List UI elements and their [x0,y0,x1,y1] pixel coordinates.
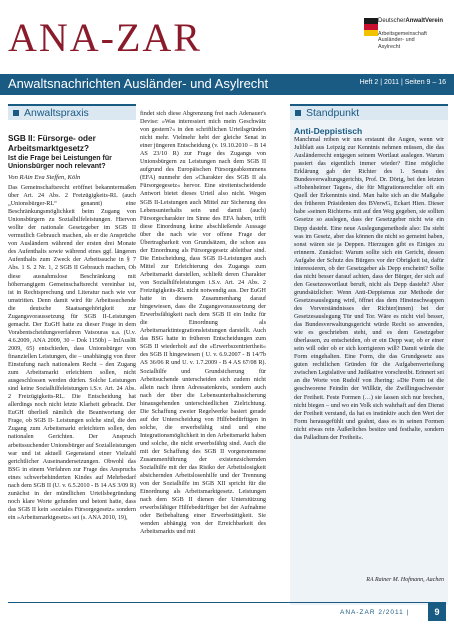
article-author: Von RAin Eva Steffen, Köln [8,174,81,181]
section-label-anwaltspraxis: Anwaltspraxis [8,104,136,120]
issue-info: Heft 2 | 2011 | Seiten 9 – 16 [359,79,446,86]
standpunkt-signature: RA Rainer M. Hofmann, Aachen [366,577,444,583]
standpunkt-title: Anti-Deppistisch [294,126,363,136]
footer-rule [8,602,446,603]
article-subhead: Ist die Frage bei Leistungen für Unionsbürger noch relevant? [8,155,112,171]
dav-logo [364,18,448,62]
article-column-2: findet sich diese Abgrenzung frei nach Adenauer's Devise: »Was interessiert mich mein Geschwätz von gestern?« in den schriftlichen Urteilsgründen nicht mehr. Vielmehr hebt der gleiche Senat in einer jüngeren Entscheidung (v. 19.10.2010 – B 14 AS 23/10 R) zur Frage des Zugangs von Unionsbürgern zu Leistungen nach dem SGB II aufgrund des Europäischen Fürsorgeabkommens (EFA) nunmehr den »Charakter des SGB II als Fürsorgegesetz« hervor. Eine streitentscheidende Antwort bietet dieses Urteil also nicht. Wegen SGB II-Leistungen auch Mittel zur Sicherung des Lebensunterhalts sein und damit (auch) Fürsorgecharakter im Sinne des EFA haben, trifft diese Einordnung keine abschließende Aussage über die nach wie vor offene Frage der Übertragbarkeit von Grundsätzen, die schon aus der Einordnung als Fürsorgegesetz ableitbar sind. Die Entscheidung, dass SGB II-Leistungen auch Mittel zur Erleichterung des Zugangs zum Arbeitsmarkt darstellen, schließt deren Charakter von Sozialhilfeleistungen i.S.v. Art. 24 Abs. 2 Freizügigkeits-RL nicht notwendig aus. Der EuGH hatte in diesem Zusammenhang darauf hingewiesen, dass die Zugangsvoraussetzung der Erwerbsfähigkeit nach dem SGB II ein Indiz für die Einordnung als Arbeitsmarktintegrationsleistungen darstellt. Auch das BSG hatte in früheren Entscheidungen zum SGB II wiederholt auf die »Erwerbszentriertheit« des SGB II hingewiesen ( U. v. 6.9.2007 - B 14/7b AS 36/06 R und U. v. 1.7.2009 - B 4 AS 67/08 R). Sozialhilfe und Grundsicherung für Arbeitsuchende unterscheiden sich zudem nicht allein nach ihren Adressatenkreis, sondern auch nach der über die Lebensunterhaltssicherung hinausgehenden unterschiedlichen Zielrichtung. Die Schaffung zweier Regelwerke basiert gerade auf der Unterscheidung von Hilfebedürftigen in solche, die erwerbsfähig sind und eine Integrationsmöglichkeit in den Arbeitsmarkt haben und solche, die nicht erwerbsfähig sind. Auch die mit der Schaffung des SGB II vorgenommene Zusammenführung der existenzsichernden Sozialhilfe mit der das Risiko der Arbeitslosigkeit absichernden Arbeitslosenhilfe und der Trennung von der Sozialhilfe im SGB XII spricht für die Einordnung als Arbeitsmarktgesetz. Leistungen nach dem SGB II dienen der Unterstützung erwerbsfähiger Hilfebedürftiger bei der Aufnahme oder Beibehaltung einer Erwerbstätigkeit. Sie wenden abhängig von der Erreichbarkeit des Arbeitsmarkts und mit [140,111,266,536]
flag-stripes-icon [364,18,378,36]
article-kicker: SGB II: Fürsorge- oder Arbeitsmarktgesetz? [8,134,96,153]
journal-title: ANA-ZAR [8,15,202,60]
section-label-standpunkt: Standpunkt [290,104,448,120]
footer-label: ANA-ZAR 2/2011 | [340,609,410,616]
page-number: 9 [428,603,446,621]
masthead [0,0,454,74]
standpunkt-body: Manchmal reiben wir uns erstaunt die Augen, wenn wir Juliblatt aus Leipzig zur Kenntnis nehmen müssen, die das Ausländerrecht entgegen seinem Wortlaut auslegen. Warum passiert das eigentlich immer wieder? Eine mögliche Erklärung gab der Richter des 1. Senats des Bundesverwaltungsgerichts, Prof. Dr. Dörig, bei den letzten »Hohenheimer Tagen«, die für Migrationsrechtler oft ein Quell der Erkenntnis sind. Man halte sich an die Maßgabe des früheren Präsidenten des BVerwG, Eckart Hien. Dieser habe »seinen Richtern« mit auf den Weg gegeben, sie sollten Gesetze so auslegen, dass der Gesetzgeber nicht wie ein Depp dasteht. Eine neue Auslegungsmethode also: Da steht was im Gesetz, aber das können die nicht so gemeint haben, sonst wären sie ja Deppen. Hierzugen gibt es Einiges zu erinnern. Zunächst: Warum sollte sich ein Gericht, dessen Aufgabe der Schutz des Bürgers vor der Obrigkeit ist, dafür interessieren, ob der Gesetzgeber als Depp erscheint? Sollte das nicht besser darauf achten, dass der Bürger, der sich auf den Gesetzeswortlaut beruft, nicht als Depp dasteht? Aber grundsätzlicher: Wenn Anti-Deppismus zur Methode der Gesetzesauslegung wird, öffnet das dem Hineinschwappen des Vorverständnisses der Richter(innen) bei der Gesetzesauslegung Tür und Tor. Wäre es nicht viel besser, das Bundesverwaltungsgericht würde Recht so anwenden, wie es geschrieben steht, und es dem Gesetzgeber überlassen, zu entscheiden, ob er ein Depp war, ob er einer sein will oder ob er sich korrigieren will? Damit würde die Form eingehalten. Eine Form, die das Grundgesetz aus guten rechtlichen Gründen für die Aufgabenverteilung zwischen Legislative und Judikative vorschreibt. Erinnert sei an die Worte von Rudolf von Jhering: »Die Form ist die geschworene Feindin der Willkür, die Zwillingsschwester der Freiheit. Feste Formen (…) sie lassen sich nur brechen, nicht biegen – und wo ein Volk sich wahrhaft auf den Dienst der Freiheit verstand, da hat es instinktiv auch den Wert der Form herausgefühlt und geahnt, dass es in seinen Formen nicht etwas rein Äußerliches besitze und festhalte, sondern das Palladium der Freiheit«. [294,137,444,441]
article-column-1: Das Gemeinschaftsrecht eröffnet bekanntermaßen über Art. 24 Abs. 2 Freizügigkeits-RL (auch „Unionsbürger-RL“ genannt) eine Beschränkungsmöglichkeit beim Zugang von Unionsbürgern zu Sozialhilfeleistungen. Hiervon wollte der nationale Gesetzgeber im SGB II vermutlich Gebrauch machen, als er die Ansprüche von Ausländern während der ersten drei Monate des Aufenthalts sowie während eines ggf. längeren Aufenthalts zum Zweck der Arbeitssuche in § 7 Abs. 1 S. 2 Nr. 1, 2 SGB II Gebrauch machen, Ob diese ausnahmslose Beschränkung mit höherrangigem Gemeinschaftsrecht vereinbar ist, ist in Rechtsprechung und Literatur nach wie vor umstritten. Denn damit wird für Arbeitssuchende die deutsche Staatsangehörigkeit zur Zugangsvoraussetzung für SGB II-Leistungen gemacht. Der EuGH hatte zu dieser Frage in dem Vorabentscheidungsverfahren Vatsouras u.a. (U.v. 4.6.2009, ANA 2009, 30 – Dok 1150b) – InfAuslR 2009, 65) entschieden, dass Unionsbürger von finanziellen Leistungen, die – unabhängig von ihrer Einstufung nach nationalem Recht – den Zugang zum Arbeitsmarkt erleichtern sollen, nicht ausgeschlossen werden dürfen. Solche Leistungen sind keine Sozialhilfeleistungen i.S.v. Art. 24 Abs. 2 Freizügigkeits-RL. Die Entscheidung hat allerdings noch nicht letzte Klarheit gebracht. Der EuGH überließ nämlich die Beantwortung der Frage, ob SGB II- Leistungen solche sind, die den Zugang zum Arbeitsmarkt erleichtern sollen, den nationalen Gerichten. Der Anspruch arbeitssuchender Unionsbürger auf Sozialleistungen war und ist aktuell Gegenstand einer Vielzahl gerichtlicher Auseinandersetzungen. Obwohl das BSG in einem Verfahren zur Frage des Anspruchs eines schwerbehinderten Kindes auf Mehrbedarf nach dem SGB II (U. v. 6.5.2010 - B 14 AS 3/09 R) zunächst in der mündlichen Urteilsbegründung noch klare Worte gefunden und betont hatte, dass das SGB II kein »soziales Fürsorgegesetz« sondern ein »Arbeitsmarktgesetz« sei (s. ANA 2010, 19), [8,185,136,521]
logo-subtext: Arbeitsgemeinschaft Ausländer- und Asylrecht [378,31,427,50]
logo-name: DeutscherAnwaltVerein [378,18,444,24]
subtitle-bar [0,74,454,95]
journal-subtitle: Anwaltsnachrichten Ausländer- und Asylrecht [8,76,269,91]
